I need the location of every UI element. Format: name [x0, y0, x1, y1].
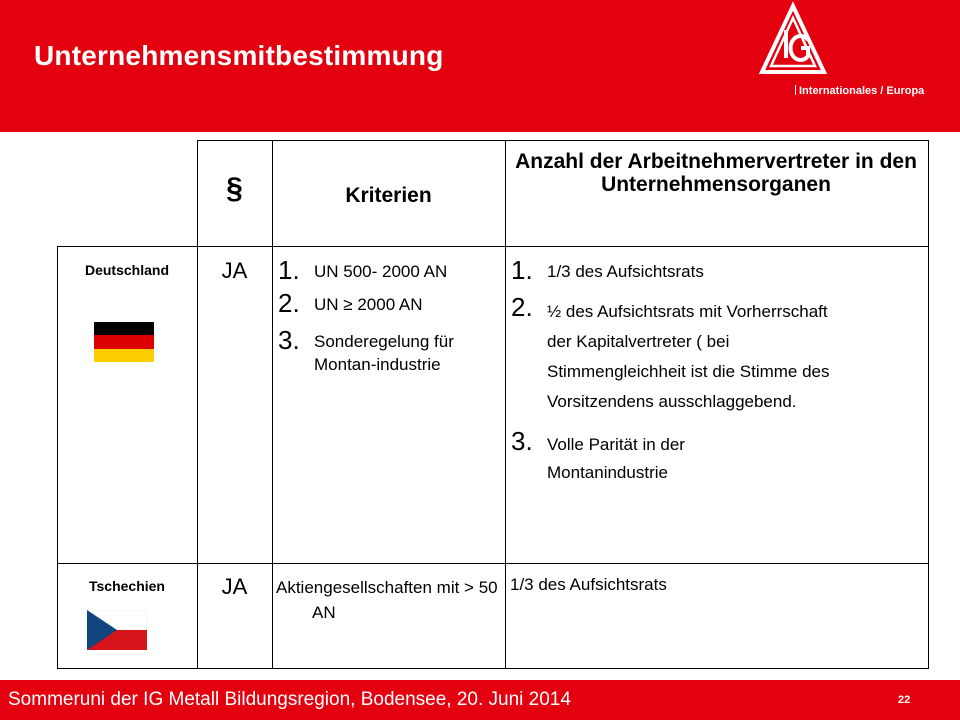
table-border-right: [928, 140, 929, 669]
list-number: 3.: [511, 426, 533, 456]
list-item: [511, 426, 911, 487]
table-row-divider-2: [57, 563, 929, 564]
list-text: UN 500- 2000 AN: [314, 262, 448, 281]
page-title: Unternehmensmitbestimmung: [34, 40, 444, 71]
criteria-czechia: Aktiengesellschaften mit > 50 AN: [276, 578, 498, 622]
list-number: 3.: [278, 325, 300, 355]
law-czechia: JA: [221, 574, 248, 599]
country-germany: Deutschland: [84, 262, 169, 278]
list-item: [278, 288, 500, 318]
section-label-text: Internationales / Europa: [799, 85, 925, 97]
list-item: [278, 325, 500, 376]
list-text: Sonderegelung für Montan-industrie: [314, 332, 454, 374]
ig-metall-logo: [756, 0, 830, 80]
list-item: [278, 255, 500, 285]
law-germany: JA: [221, 258, 248, 283]
list-item: [511, 292, 911, 417]
section-label: [795, 85, 924, 97]
table-border-bottom: [57, 668, 929, 669]
representatives-czechia: 1/3 des Aufsichtsrats: [510, 575, 667, 594]
list-number: 1.: [511, 255, 533, 285]
list-text: ½ des Aufsichtsrats mit Vorherrschaft der Kapitalvertreter ( bei Stimmengleichheit ist die Stimme des Vorsitzendens ausschlaggebend.: [547, 302, 830, 411]
header-bar: [0, 0, 960, 132]
list-text: UN ≥ 2000 AN: [314, 295, 423, 314]
list-number: 1.: [278, 255, 300, 285]
list-item: [511, 255, 911, 285]
header-law: §: [226, 172, 243, 205]
table-col-divider-3: [505, 140, 506, 669]
footer-bar: [0, 680, 960, 720]
table-row-divider-1: [57, 246, 929, 247]
table-border-left: [57, 246, 58, 669]
list-number: 2.: [511, 292, 533, 322]
country-czechia: Tschechien: [89, 578, 165, 594]
header-criteria: Kriterien: [345, 184, 432, 207]
czech-flag: [87, 610, 147, 650]
table-border-top: [197, 140, 929, 141]
table-col-divider-2: [272, 140, 273, 669]
page-number: 22: [898, 694, 911, 706]
germany-flag: [94, 322, 154, 362]
representatives-list-germany: [511, 255, 911, 487]
list-text: 1/3 des Aufsichtsrats: [547, 262, 704, 281]
separator: [795, 85, 796, 95]
list-number: 2.: [278, 288, 300, 318]
list-text: Volle Parität in der Montanindustrie: [547, 435, 685, 482]
footer-text: Sommeruni der IG Metall Bildungsregion, Bodensee, 20. Juni 2014: [8, 689, 571, 710]
criteria-list-germany: [278, 255, 500, 376]
header-representatives: Anzahl der Arbeitnehmervertreter in den Unternehmensorganen: [515, 150, 917, 196]
